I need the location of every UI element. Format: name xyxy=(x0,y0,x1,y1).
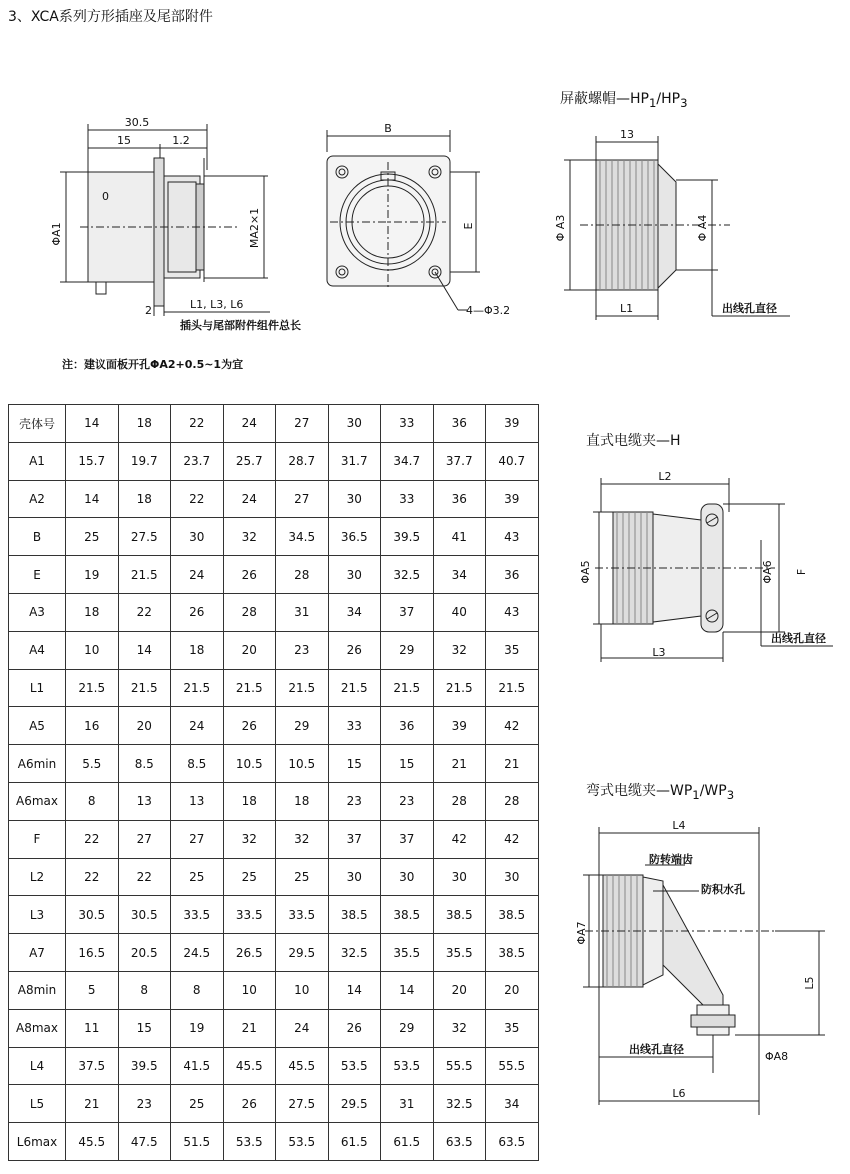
table-cell: 14 xyxy=(66,405,119,443)
table-cell: 31.7 xyxy=(328,442,381,480)
table-cell: 22 xyxy=(171,405,224,443)
table-cell: 32.5 xyxy=(328,934,381,972)
table-cell: 14 xyxy=(381,971,434,1009)
table-cell: 32 xyxy=(223,820,276,858)
table-cell: 42 xyxy=(486,820,539,858)
table-cell: 35.5 xyxy=(433,934,486,972)
table-cell: 20 xyxy=(486,971,539,1009)
wp-sub1: 1 xyxy=(692,787,700,802)
hp-sub3: 3 xyxy=(680,95,688,110)
table-cell: 55.5 xyxy=(433,1047,486,1085)
table-cell: 18 xyxy=(118,480,171,518)
table-cell: 33 xyxy=(381,405,434,443)
table-cell: 8.5 xyxy=(171,745,224,783)
table-cell: 24 xyxy=(223,480,276,518)
hp-title xyxy=(560,88,688,110)
caption-total: 插头与尾部附件组件总长 xyxy=(180,319,301,332)
table-cell: 25 xyxy=(276,858,329,896)
table-cell: 20.5 xyxy=(118,934,171,972)
table-cell: 21.5 xyxy=(486,669,539,707)
dim-l-list: L1, L3, L6 xyxy=(190,298,244,311)
table-cell: 34 xyxy=(486,1085,539,1123)
table-cell: 26.5 xyxy=(223,934,276,972)
table-cell: 33 xyxy=(328,707,381,745)
table-cell: 37.5 xyxy=(66,1047,119,1085)
table-cell: 27.5 xyxy=(118,518,171,556)
table-cell: 21.5 xyxy=(276,669,329,707)
table-row xyxy=(9,745,539,783)
row-label: F xyxy=(9,820,66,858)
table-cell: 30 xyxy=(328,556,381,594)
table-row xyxy=(9,1047,539,1085)
table-cell: 33 xyxy=(381,480,434,518)
table-cell: 21.5 xyxy=(223,669,276,707)
dimension-table-body xyxy=(9,405,539,1161)
table-cell: 24.5 xyxy=(171,934,224,972)
table-cell: 21.5 xyxy=(381,669,434,707)
table-cell: 41 xyxy=(433,518,486,556)
table-row xyxy=(9,1123,539,1161)
table-cell: 10 xyxy=(223,971,276,1009)
table-cell: 53.5 xyxy=(276,1123,329,1161)
table-cell: 37 xyxy=(328,820,381,858)
table-cell: 61.5 xyxy=(381,1123,434,1161)
table-cell: 63.5 xyxy=(433,1123,486,1161)
table-cell: 28.7 xyxy=(276,442,329,480)
wp-cable: 出线孔直径 xyxy=(629,1043,684,1056)
table-cell: 53.5 xyxy=(381,1047,434,1085)
table-cell: 33.5 xyxy=(276,896,329,934)
table-cell: 29 xyxy=(381,631,434,669)
table-cell: 10.5 xyxy=(276,745,329,783)
h-label-f: F xyxy=(795,568,808,576)
table-cell: 30.5 xyxy=(118,896,171,934)
table-cell: 26 xyxy=(223,1085,276,1123)
h-cable: 出线孔直径 xyxy=(771,632,826,645)
hp-dim-13: 13 xyxy=(620,128,634,141)
table-cell: 28 xyxy=(223,593,276,631)
hp-sub1: 1 xyxy=(648,95,657,110)
table-cell: 29 xyxy=(276,707,329,745)
hp-cable: 出线孔直径 xyxy=(722,302,777,315)
wp-title-main: 弯式电缆夹—WP xyxy=(586,783,693,799)
table-cell: 34 xyxy=(433,556,486,594)
table-cell: 8 xyxy=(118,971,171,1009)
dim-total: 30.5 xyxy=(124,116,150,129)
table-row xyxy=(9,442,539,480)
table-cell: 24 xyxy=(171,707,224,745)
table-cell: 39 xyxy=(486,480,539,518)
table-cell: 47.5 xyxy=(118,1123,171,1161)
table-cell: 21.5 xyxy=(433,669,486,707)
table-cell: 30 xyxy=(486,858,539,896)
table-row xyxy=(9,669,539,707)
table-row xyxy=(9,556,539,594)
table-row xyxy=(9,782,539,820)
row-label: L3 xyxy=(9,896,66,934)
table-cell: 16 xyxy=(66,707,119,745)
table-cell: 10 xyxy=(276,971,329,1009)
table-cell: 27 xyxy=(118,820,171,858)
table-cell: 10 xyxy=(66,631,119,669)
hp-title-slash: /HP xyxy=(656,91,681,107)
table-cell: 39 xyxy=(486,405,539,443)
table-cell: 32 xyxy=(433,631,486,669)
table-cell: 42 xyxy=(433,820,486,858)
table-cell: 16.5 xyxy=(66,934,119,972)
wp-title-slash: /WP xyxy=(699,783,727,799)
table-cell: 28 xyxy=(486,782,539,820)
table-cell: 22 xyxy=(118,858,171,896)
row-label: A3 xyxy=(9,593,66,631)
table-cell: 34.7 xyxy=(381,442,434,480)
table-cell: 61.5 xyxy=(328,1123,381,1161)
table-cell: 43 xyxy=(486,593,539,631)
table-cell: 45.5 xyxy=(223,1047,276,1085)
table-cell: 30 xyxy=(328,858,381,896)
table-cell: 27 xyxy=(171,820,224,858)
table-cell: 36 xyxy=(381,707,434,745)
table-row xyxy=(9,518,539,556)
table-row xyxy=(9,480,539,518)
table-cell: 30 xyxy=(328,405,381,443)
table-cell: 18 xyxy=(223,782,276,820)
row-label: 壳体号 xyxy=(9,405,66,443)
dim-1-2: 1.2 xyxy=(172,134,190,147)
table-cell: 42 xyxy=(486,707,539,745)
h-drawing xyxy=(575,460,835,680)
table-cell: 29 xyxy=(381,1009,434,1047)
table-cell: 51.5 xyxy=(171,1123,224,1161)
table-cell: 53.5 xyxy=(223,1123,276,1161)
table-cell: 8 xyxy=(66,782,119,820)
panel-cutout-note: 注：建议面板开孔ΦA2+0.5~1为宜 xyxy=(62,358,244,371)
table-cell: 53.5 xyxy=(328,1047,381,1085)
table-cell: 37 xyxy=(381,593,434,631)
table-cell: 32.5 xyxy=(433,1085,486,1123)
table-cell: 25 xyxy=(223,858,276,896)
row-label: L2 xyxy=(9,858,66,896)
wp-anti-rot: 防转端齿 xyxy=(649,853,693,866)
table-cell: 20 xyxy=(433,971,486,1009)
table-cell: 19 xyxy=(66,556,119,594)
table-cell: 27 xyxy=(276,405,329,443)
table-cell: 29.5 xyxy=(328,1085,381,1123)
receptacle-front-drawing xyxy=(310,110,510,330)
table-cell: 32 xyxy=(433,1009,486,1047)
table-cell: 24 xyxy=(171,556,224,594)
table-cell: 45.5 xyxy=(276,1047,329,1085)
table-cell: 21.5 xyxy=(171,669,224,707)
table-cell: 15 xyxy=(381,745,434,783)
table-cell: 23 xyxy=(328,782,381,820)
table-cell: 40 xyxy=(433,593,486,631)
table-cell: 18 xyxy=(171,631,224,669)
wp-anti-water: 防积水孔 xyxy=(701,883,745,896)
table-cell: 13 xyxy=(118,782,171,820)
table-cell: 18 xyxy=(276,782,329,820)
table-row xyxy=(9,896,539,934)
table-cell: 34 xyxy=(328,593,381,631)
table-row xyxy=(9,1009,539,1047)
table-cell: 8 xyxy=(171,971,224,1009)
h-label-a5: ΦA5 xyxy=(579,560,592,584)
row-label: A6min xyxy=(9,745,66,783)
table-cell: 20 xyxy=(118,707,171,745)
table-cell: 36.5 xyxy=(328,518,381,556)
table-cell: 19.7 xyxy=(118,442,171,480)
table-cell: 13 xyxy=(171,782,224,820)
table-cell: 11 xyxy=(66,1009,119,1047)
wp-dim-l4: L4 xyxy=(672,819,686,832)
table-cell: 21.5 xyxy=(328,669,381,707)
h-dim-l2: L2 xyxy=(658,470,672,483)
table-cell: 31 xyxy=(276,593,329,631)
table-cell: 14 xyxy=(328,971,381,1009)
table-cell: 38.5 xyxy=(486,896,539,934)
table-cell: 10.5 xyxy=(223,745,276,783)
table-cell: 38.5 xyxy=(433,896,486,934)
row-label: A8min xyxy=(9,971,66,1009)
h-dim-l3: L3 xyxy=(652,646,666,659)
dimension-table xyxy=(8,404,539,1161)
table-cell: 37.7 xyxy=(433,442,486,480)
table-row xyxy=(9,707,539,745)
table-row xyxy=(9,1085,539,1123)
hp-drawing xyxy=(540,120,820,340)
dim-15: 15 xyxy=(117,134,131,147)
table-cell: 5 xyxy=(66,971,119,1009)
table-cell: 30.5 xyxy=(66,896,119,934)
table-cell: 21.5 xyxy=(66,669,119,707)
table-cell: 26 xyxy=(328,1009,381,1047)
table-row xyxy=(9,405,539,443)
table-cell: 38.5 xyxy=(381,896,434,934)
wp-dim-l6: L6 xyxy=(672,1087,686,1100)
table-cell: 22 xyxy=(118,593,171,631)
row-label: E xyxy=(9,556,66,594)
table-cell: 26 xyxy=(223,556,276,594)
table-cell: 23 xyxy=(118,1085,171,1123)
table-cell: 28 xyxy=(433,782,486,820)
row-label: A8max xyxy=(9,1009,66,1047)
table-cell: 28 xyxy=(276,556,329,594)
row-label: L5 xyxy=(9,1085,66,1123)
table-cell: 38.5 xyxy=(328,896,381,934)
table-cell: 30 xyxy=(433,858,486,896)
row-label: A4 xyxy=(9,631,66,669)
table-cell: 33.5 xyxy=(171,896,224,934)
table-cell: 21 xyxy=(223,1009,276,1047)
table-cell: 26 xyxy=(328,631,381,669)
wp-sub3: 3 xyxy=(726,787,735,802)
table-row xyxy=(9,934,539,972)
table-cell: 18 xyxy=(118,405,171,443)
table-cell: 27 xyxy=(276,480,329,518)
table-cell: 21 xyxy=(433,745,486,783)
wp-dim-l5: L5 xyxy=(803,976,816,990)
row-label: A7 xyxy=(9,934,66,972)
table-cell: 63.5 xyxy=(486,1123,539,1161)
table-cell: 31 xyxy=(381,1085,434,1123)
table-row xyxy=(9,593,539,631)
row-label: B xyxy=(9,518,66,556)
dim-b: B xyxy=(384,122,392,135)
table-cell: 26 xyxy=(223,707,276,745)
table-cell: 34.5 xyxy=(276,518,329,556)
hp-title-main: 屏蔽螺帽—HP xyxy=(560,91,649,107)
row-label: L6max xyxy=(9,1123,66,1161)
table-cell: 18 xyxy=(66,593,119,631)
table-cell: 8.5 xyxy=(118,745,171,783)
table-cell: 36 xyxy=(433,405,486,443)
table-cell: 14 xyxy=(66,480,119,518)
table-cell: 23 xyxy=(381,782,434,820)
table-cell: 21.5 xyxy=(118,556,171,594)
h-label-a6: ΦA6 xyxy=(761,560,774,584)
table-cell: 20 xyxy=(223,631,276,669)
table-cell: 36 xyxy=(486,556,539,594)
table-cell: 36 xyxy=(433,480,486,518)
table-cell: 25.7 xyxy=(223,442,276,480)
hp-label-a4: Φ A4 xyxy=(696,214,709,242)
label-a1: ΦA1 xyxy=(50,222,63,246)
row-label: A5 xyxy=(9,707,66,745)
table-cell: 40.7 xyxy=(486,442,539,480)
receptacle-side-drawing xyxy=(0,110,300,350)
table-cell: 32.5 xyxy=(381,556,434,594)
table-cell: 14 xyxy=(118,631,171,669)
table-cell: 21 xyxy=(486,745,539,783)
h-title: 直式电缆夹—H xyxy=(586,433,681,449)
table-cell: 5.5 xyxy=(66,745,119,783)
table-cell: 15.7 xyxy=(66,442,119,480)
table-cell: 45.5 xyxy=(66,1123,119,1161)
table-cell: 32 xyxy=(223,518,276,556)
table-cell: 29.5 xyxy=(276,934,329,972)
table-cell: 21.5 xyxy=(118,669,171,707)
table-row xyxy=(9,820,539,858)
marker-zero: 0 xyxy=(102,190,109,203)
dim-e: E xyxy=(462,222,475,230)
table-cell: 23 xyxy=(276,631,329,669)
table-cell: 27.5 xyxy=(276,1085,329,1123)
table-row xyxy=(9,631,539,669)
table-cell: 55.5 xyxy=(486,1047,539,1085)
hole-spec: 4—Φ3.2 xyxy=(466,304,511,317)
table-row xyxy=(9,858,539,896)
table-cell: 24 xyxy=(276,1009,329,1047)
table-cell: 37 xyxy=(381,820,434,858)
hp-label-l1: L1 xyxy=(620,302,634,315)
row-label: L1 xyxy=(9,669,66,707)
row-label: A6max xyxy=(9,782,66,820)
table-row xyxy=(9,971,539,1009)
table-cell: 23.7 xyxy=(171,442,224,480)
table-cell: 35 xyxy=(486,1009,539,1047)
hp-label-a3: Φ A3 xyxy=(554,214,567,242)
table-cell: 35 xyxy=(486,631,539,669)
row-label: L4 xyxy=(9,1047,66,1085)
table-cell: 25 xyxy=(66,518,119,556)
wp-label-a8: ΦA8 xyxy=(765,1050,789,1063)
table-cell: 15 xyxy=(328,745,381,783)
table-cell: 24 xyxy=(223,405,276,443)
table-cell: 41.5 xyxy=(171,1047,224,1085)
table-cell: 30 xyxy=(328,480,381,518)
table-cell: 26 xyxy=(171,593,224,631)
table-cell: 21 xyxy=(66,1085,119,1123)
table-cell: 43 xyxy=(486,518,539,556)
table-cell: 39.5 xyxy=(118,1047,171,1085)
table-cell: 15 xyxy=(118,1009,171,1047)
table-cell: 22 xyxy=(171,480,224,518)
table-cell: 39.5 xyxy=(381,518,434,556)
row-label: A2 xyxy=(9,480,66,518)
table-cell: 38.5 xyxy=(486,934,539,972)
table-cell: 39 xyxy=(433,707,486,745)
dim-2: 2 xyxy=(145,304,152,317)
wp-label-a7: ΦA7 xyxy=(575,921,588,945)
table-cell: 22 xyxy=(66,858,119,896)
table-cell: 25 xyxy=(171,1085,224,1123)
table-cell: 30 xyxy=(381,858,434,896)
table-cell: 22 xyxy=(66,820,119,858)
row-label: A1 xyxy=(9,442,66,480)
wp-drawing xyxy=(575,815,835,1115)
table-cell: 32 xyxy=(276,820,329,858)
label-ma2: MA2×1 xyxy=(248,207,261,249)
page-title: 3、XCA系列方形插座及尾部附件 xyxy=(8,9,213,25)
table-cell: 25 xyxy=(171,858,224,896)
wp-title xyxy=(586,780,734,802)
table-cell: 19 xyxy=(171,1009,224,1047)
table-cell: 35.5 xyxy=(381,934,434,972)
table-cell: 33.5 xyxy=(223,896,276,934)
table-cell: 30 xyxy=(171,518,224,556)
